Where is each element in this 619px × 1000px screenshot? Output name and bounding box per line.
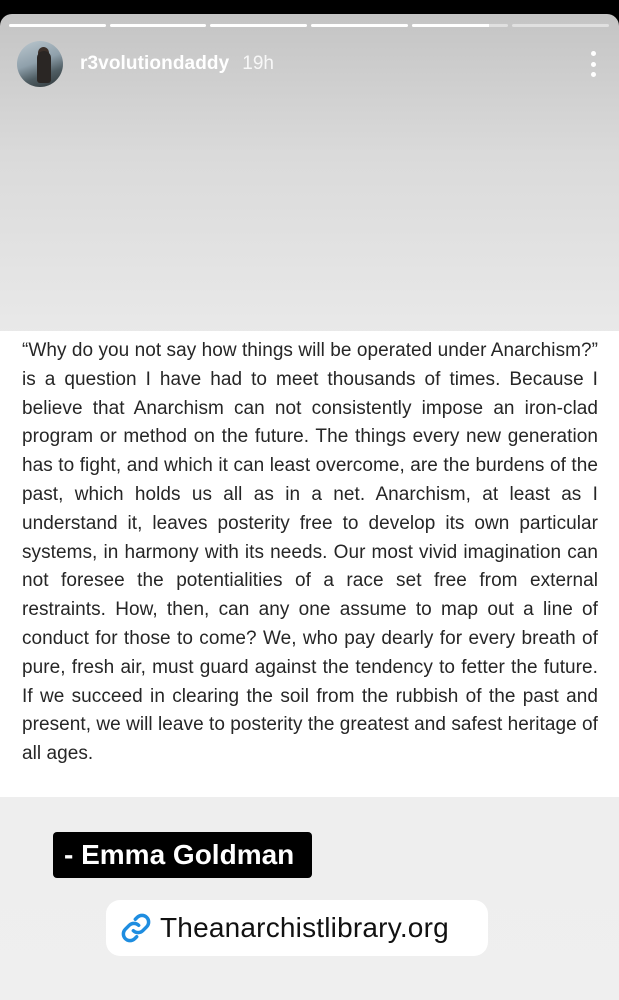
author-tag: - Emma Goldman	[53, 832, 312, 878]
story-viewer[interactable]	[0, 14, 619, 1000]
story-header	[17, 41, 599, 87]
progress-segment	[311, 24, 408, 27]
username[interactable]: r3volutiondaddy	[80, 53, 230, 74]
quote-card	[0, 331, 619, 797]
progress-segment	[210, 24, 307, 27]
post-time: 19h	[242, 53, 274, 74]
progress-segment	[110, 24, 207, 27]
progress-segment-current	[412, 24, 509, 27]
progress-segment	[512, 24, 609, 27]
more-options-icon[interactable]	[587, 51, 599, 77]
story-progress-bar	[9, 24, 609, 27]
link-icon	[120, 912, 152, 944]
progress-segment	[9, 24, 106, 27]
link-sticker[interactable]	[106, 900, 488, 956]
link-label[interactable]: Theanarchistlibrary.org	[160, 912, 449, 943]
quote-text: “Why do you not say how things will be operated under Anarchism?” is a question I have had to meet thousands of times. Because I believe that Anarchism can not consistently impose an iron-clad program or method on the future. The things every new generation has to fight, and which it can least overcome, are the burdens of the past, which holds us all as in a net. Anarchism, at least as I understand it, leaves posterity free to develop its own particular systems, in harmony with its needs. Our most vivid imagination can not foresee the potentialities of a race set free from external restraints. How, then, can any one assume to map out a line of conduct for those to come? We, who pay dearly for every breath of pure, fresh air, must guard against the tendency to fetter the future. If we succeed in clearing the soil from the rubbish of the past and present, we will leave to posterity the greatest and safest heritage of all ages.	[22, 340, 598, 765]
avatar[interactable]	[17, 41, 63, 87]
